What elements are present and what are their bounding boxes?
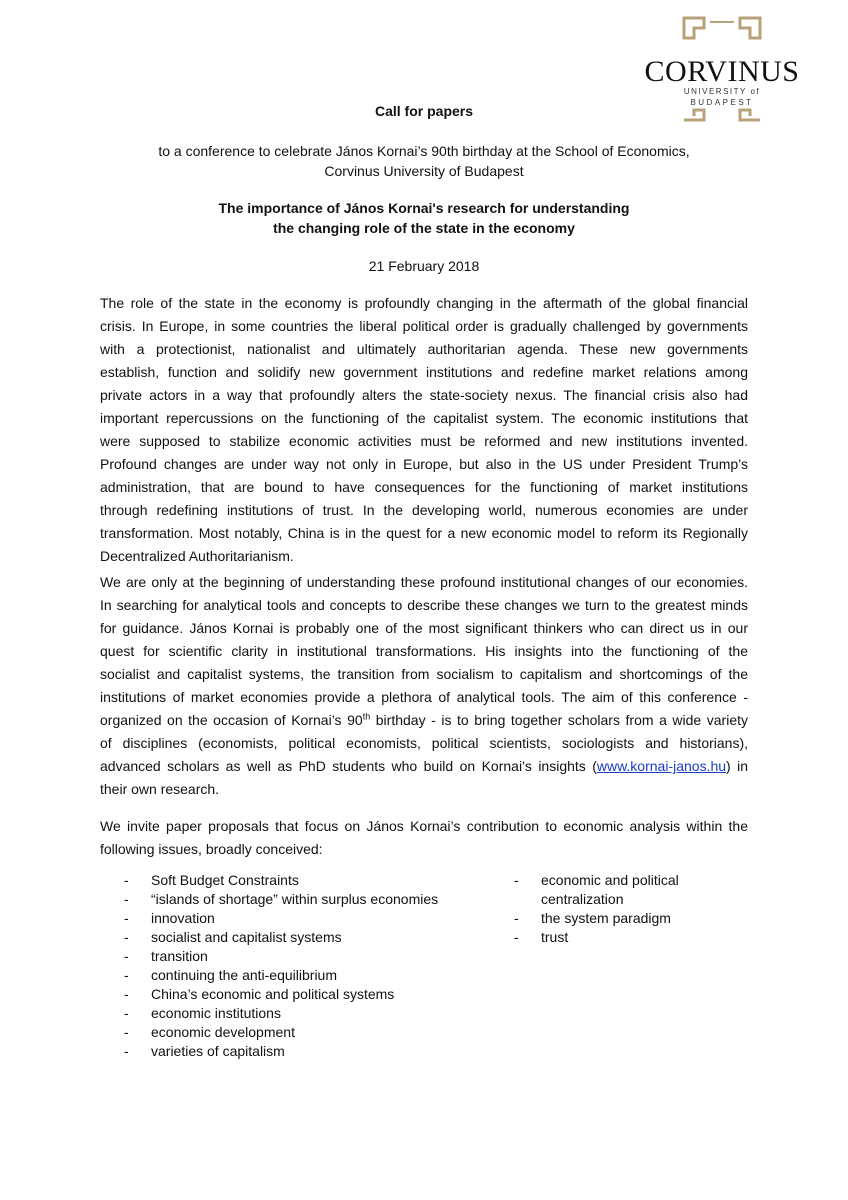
bullet-dash: - <box>124 929 129 945</box>
topic-label: Soft Budget Constraints <box>151 872 299 888</box>
conference-subtitle <box>100 141 748 181</box>
logo-subtitle-university: UNIVERSITY of <box>683 87 761 96</box>
list-item <box>124 966 484 985</box>
topic-label-continued: centralization <box>541 891 624 907</box>
paragraph-line: their own research. <box>100 781 220 797</box>
bullet-dash: - <box>124 910 129 926</box>
logo-wordmark: CORVINUS <box>644 55 800 88</box>
paragraph-line: with a protectionist, nationalist and ultimately authoritarian agenda. These new governments <box>100 341 748 357</box>
list-item <box>124 1023 484 1042</box>
line-text: ) in <box>726 758 748 774</box>
paragraph-line: The role of the state in the economy is profoundly changing in the aftermath of the global financial <box>100 295 748 311</box>
list-item <box>124 928 484 947</box>
paragraph-line: through redefining institutions of trust. In the developing world, numerous economies are under <box>100 502 748 518</box>
topic-label: China’s economic and political systems <box>151 986 395 1002</box>
bullet-dash: - <box>124 891 129 907</box>
paragraph-line: were supposed to stabilize economic activities must be reformed and new institutions invented. <box>100 433 748 449</box>
paragraph-line: We are only at the beginning of understanding these profound institutional changes of our economies. <box>100 574 748 590</box>
topic-label: economic institutions <box>151 1005 281 1021</box>
title-line-2: the changing role of the state in the economy <box>273 220 575 236</box>
list-item <box>124 909 484 928</box>
topic-label: varieties of capitalism <box>151 1043 285 1059</box>
topic-label: continuing the anti-equilibrium <box>151 967 337 983</box>
paragraph-line: following issues, broadly conceived: <box>100 841 323 857</box>
paragraph-line: for guidance. János Kornai is probably one of the most significant thinkers who can direct us in our <box>100 620 748 636</box>
bullet-dash: - <box>124 1043 129 1059</box>
paragraph-line: institutions of market economies provide a plethora of analytical tools. The aim of this conference - <box>100 689 748 705</box>
subtitle-line-1: to a conference to celebrate János Kornai’s 90th birthday at the School of Economics, <box>158 143 690 159</box>
intro-paragraph <box>100 292 748 568</box>
bullet-dash: - <box>514 929 519 945</box>
list-item <box>124 890 484 909</box>
paragraph-line: quest for scientific clarity in institutional transformations. His insights into the functioning of the <box>100 643 748 659</box>
bullet-dash: - <box>124 872 129 888</box>
line-text: advanced scholars as well as PhD students who build on Kornai’s insights ( <box>100 758 597 774</box>
topics-list-left <box>124 871 484 1061</box>
bullet-dash: - <box>124 967 129 983</box>
bullet-dash: - <box>514 910 519 926</box>
bullet-dash: - <box>124 1005 129 1021</box>
paragraph-line: In searching for analytical tools and concepts to describe these changes we turn to the greatest minds <box>100 597 748 613</box>
topic-label: transition <box>151 948 208 964</box>
list-item <box>124 985 484 1004</box>
paragraph-line <box>100 709 748 732</box>
title-line-1: The importance of János Kornai's research for understanding <box>218 200 630 216</box>
paragraph-line: important repercussions on the functioning of the capitalist system. The economic institutions that <box>100 410 748 426</box>
paragraph-line: We invite paper proposals that focus on János Kornai’s contribution to economic analysis within the <box>100 818 748 834</box>
paragraph-line: of disciplines (economists, political economists, political scientists, sociologists and historians), <box>100 735 748 751</box>
call-for-papers-heading: Call for papers <box>374 103 474 119</box>
motivation-paragraph <box>100 571 748 801</box>
topic-label: innovation <box>151 910 215 926</box>
list-item <box>124 871 484 890</box>
logo-subtitle-city: BUDAPEST <box>690 98 754 107</box>
bullet-dash: - <box>124 948 129 964</box>
list-item <box>124 947 484 966</box>
topic-label: economic and political <box>541 872 679 888</box>
bullet-dash: - <box>124 986 129 1002</box>
list-item <box>514 928 734 947</box>
paragraph-line <box>100 755 748 778</box>
bullet-dash: - <box>514 872 519 888</box>
line-text: organized on the occasion of Kornai’s 90 <box>100 712 363 728</box>
paragraph-line: Decentralized Authoritarianism. <box>100 548 294 564</box>
topic-label: socialist and capitalist systems <box>151 929 342 945</box>
paragraph-line: private actors in a way that profoundly alters the state-society nexus. The financial crisis also had <box>100 387 748 403</box>
paragraph-line: establish, function and solidify new government institutions and redefine market relations among <box>100 364 748 380</box>
paragraph-line: Profound changes are under way not only in Europe, but also in the US under President Trump’s <box>100 456 748 472</box>
ordinal-suffix: th <box>362 711 371 722</box>
topic-label: economic development <box>151 1024 295 1040</box>
kornai-website-link[interactable]: www.kornai-janos.hu <box>596 758 727 774</box>
conference-date: 21 February 2018 <box>368 258 480 274</box>
paragraph-line: administration, that are bound to have consequences for the functioning of market institutions <box>100 479 748 495</box>
line-text: birthday - is to bring together scholars from a wide variety <box>370 712 748 728</box>
paragraph-line: socialist and capitalist systems, the transition from socialism to capitalism and shortcomings of the <box>100 666 748 682</box>
paragraph-line: crisis. In Europe, in some countries the liberal political order is gradually challenged by governments <box>100 318 748 334</box>
list-item <box>124 1042 484 1061</box>
topic-label: trust <box>541 929 569 945</box>
list-item <box>514 871 734 909</box>
topic-label: the system paradigm <box>541 910 671 926</box>
list-item <box>514 909 734 928</box>
topic-label: “islands of shortage” within surplus economies <box>151 891 439 907</box>
paragraph-line: transformation. Most notably, China is in the quest for a new economic model to reform its Regionally <box>100 525 748 541</box>
topics-list-right <box>514 871 734 947</box>
list-item <box>124 1004 484 1023</box>
subtitle-line-2: Corvinus University of Budapest <box>324 163 524 179</box>
invitation-paragraph <box>100 815 748 861</box>
conference-title <box>100 198 748 238</box>
bullet-dash: - <box>124 1024 129 1040</box>
